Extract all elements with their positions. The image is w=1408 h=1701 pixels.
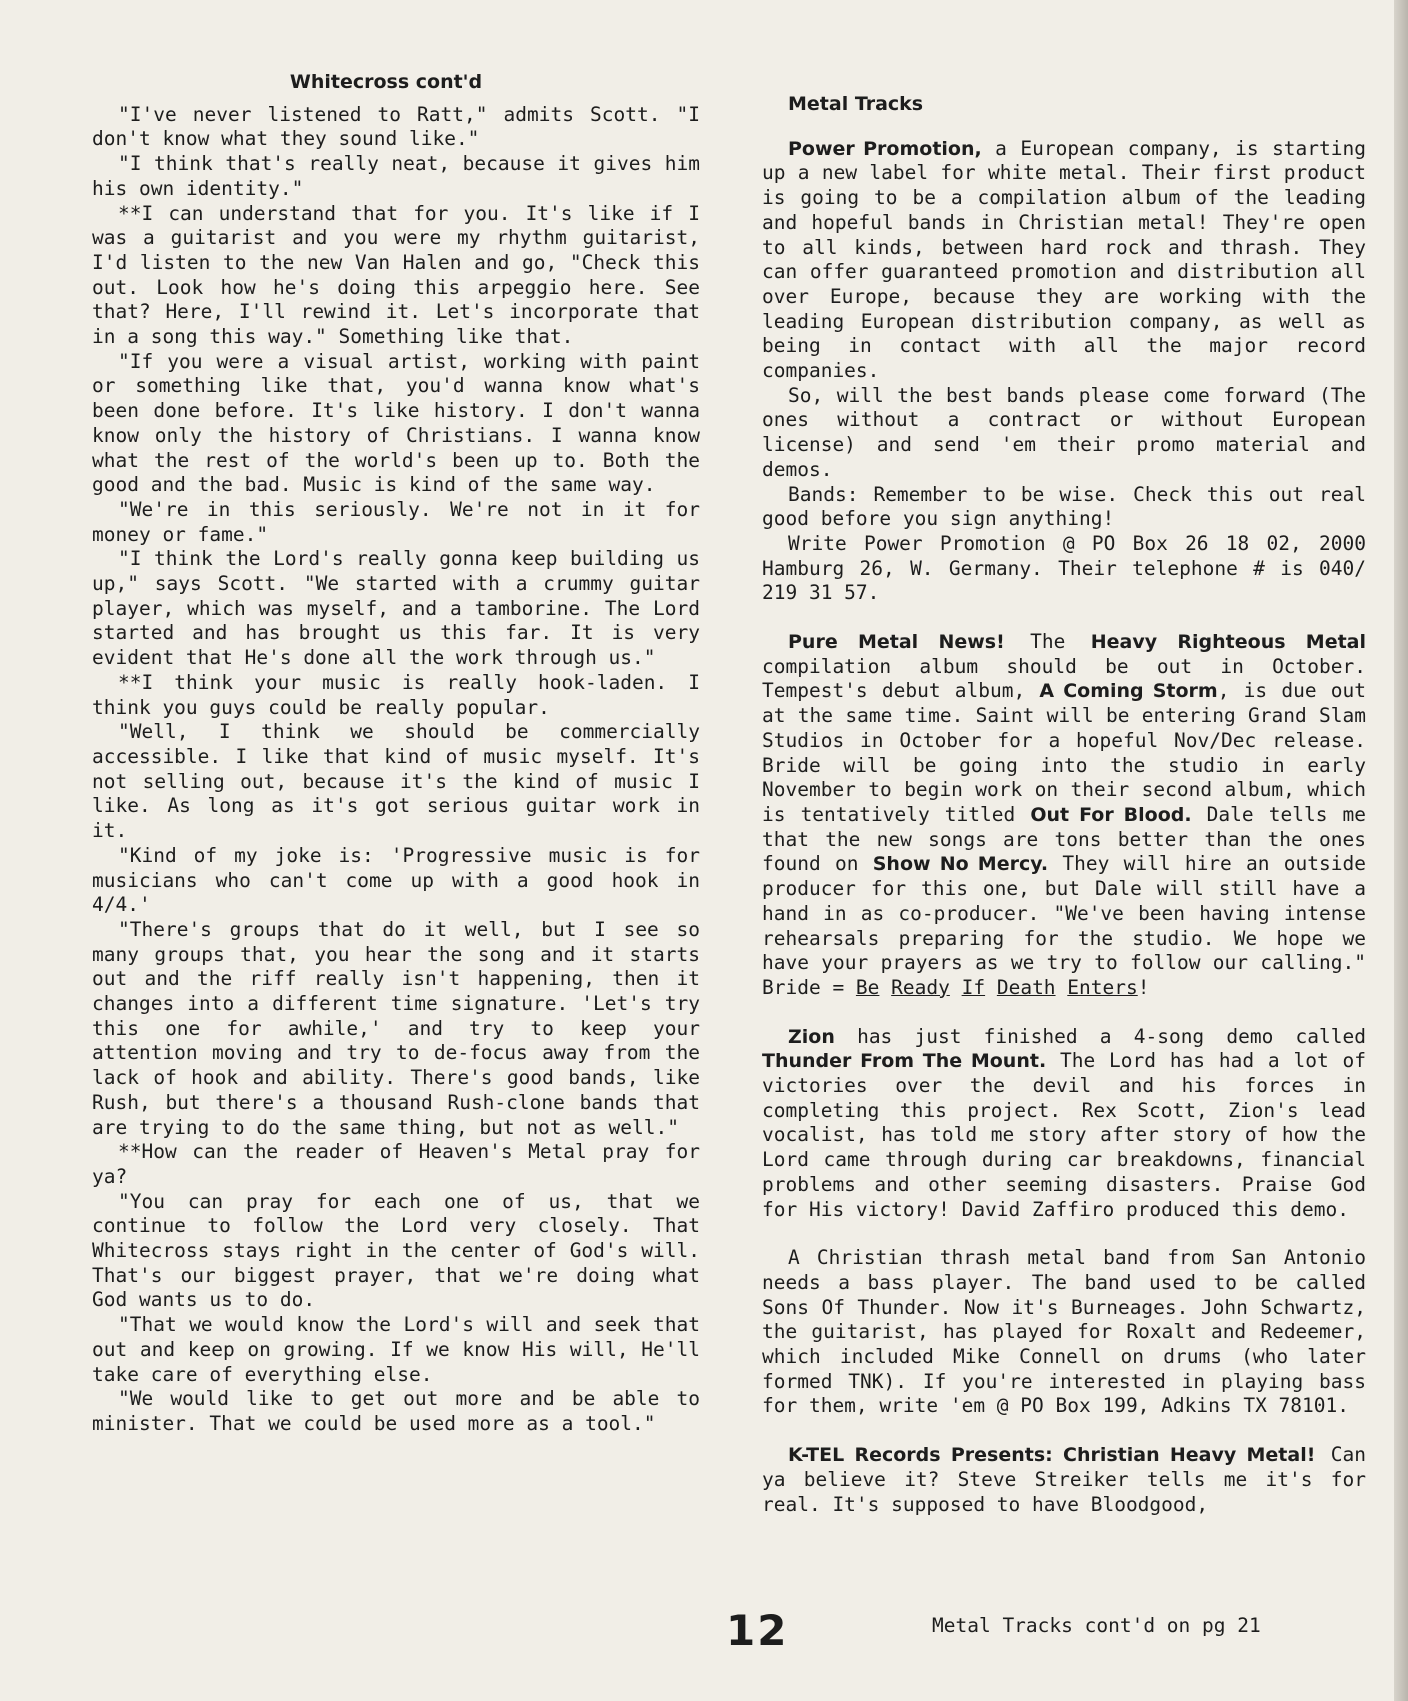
news-text: has just finished a 4-song demo called <box>834 1024 1366 1048</box>
news-paragraph: So, will the best bands please come forward (The ones without a contract or without European license) and send 'em their promo material and demos. <box>762 383 1366 481</box>
news-paragraph: A Christian thrash metal band from San Antonio needs a bass player. The band used to be called Sons Of Thunder. Now it's Burneages. John Schwartz, the guitarist, has played for Roxalt and Redeemer, which included Mike Connell on drums (who later formed TNK). If you're interested in playing bass for them, write 'em @ PO Box 199, Adkins TX 78101. <box>762 1246 1366 1418</box>
metal-tracks-heading: Metal Tracks <box>788 93 924 115</box>
band-name: Zion <box>788 1025 835 1048</box>
news-text: They will hire an outside producer for this one, but Dale will still have a hand in as co-producer. "We've been having intense rehearsals preparing for the studio. We hope we have your prayers as we try to follow our calling." Bride = <box>762 852 1366 999</box>
album-title: Out For Blood. <box>1030 803 1192 826</box>
news-text: Can ya believe it? Steve Streiker tells me it's for real. It's supposed to have Bloodgood, <box>762 1443 1366 1516</box>
acronym-word: If <box>961 975 986 999</box>
article-paragraph: "If you were a visual artist, working with paint or something like that, you'd wanna know what's been done before. It's like history. I don't wanna know only the history of Christians. I wanna know what the rest of the world's been up to. Both the good and the bad. Music is kind of the same way. <box>92 349 700 497</box>
article-paragraph: "Well, I think we should be commercially accessible. I like that kind of music myself. It's not selling out, because it's the kind of music I like. As long as it's got serious guitar work in it. <box>92 720 700 843</box>
article-paragraph: **I can understand that for you. It's like if I was a guitarist and you were my rhythm guitarist, I'd listen to the new Van Halen and go, "Check this out. Look how he's doing this arpeggio here. See that? Here, I'll rewind it. Let's incorporate that in a song this way." Something like that. <box>92 201 700 349</box>
article-paragraph: **I think your music is really hook-laden. I think you guys could be really popular. <box>92 670 700 719</box>
page-edge <box>1394 0 1408 1701</box>
article-paragraph: "We would like to get out more and be able to minister. That we could be used more as a tool." <box>92 1387 700 1435</box>
news-text: compilation album should be out in October. Tempest's debut album, <box>762 654 1366 703</box>
article-paragraph: "There's groups that do it well, but I see so many groups that, you hear the song and it starts out and the riff really isn't happening, then it changes into a different time signature. 'Let's try this one for awhile,' and try to keep your attention moving and try to de-focus away from the lack of hook and ability. There's good bands, like Rush, but there's a thousand Rush-clone bands that are trying to do the same thing, but not as well." <box>92 917 700 1139</box>
zion-item <box>762 1025 1366 1223</box>
news-bold: Pure Metal News! <box>788 631 1005 654</box>
article-paragraph: "I've never listened to Ratt," admits Scott. "I don't know what they sound like." <box>92 102 700 151</box>
news-text: ! <box>1137 975 1150 999</box>
news-paragraph <box>762 137 1366 384</box>
continued-note: Metal Tracks cont'd on pg 21 <box>932 1614 1261 1637</box>
whitecross-heading: Whitecross cont'd <box>289 71 483 93</box>
article-paragraph: "You can pray for each one of us, that we continue to follow the Lord very closely. That Whitecross stays right in the center of God's will. That's our biggest prayer, that we're doing what God wants us to do. <box>92 1189 700 1312</box>
article-paragraph: "Kind of my joke is: 'Progressive music is for musicians who can't come up with a good hook in 4/4.' <box>92 843 700 917</box>
ktel-item <box>762 1443 1366 1517</box>
news-paragraph <box>762 1025 1366 1223</box>
left-column <box>92 70 700 1437</box>
acronym-word: Ready <box>891 975 950 999</box>
article-paragraph: "That we would know the Lord's will and seek that out and keep on growing. If we know His will, He'll take care of everything else. <box>92 1313 700 1386</box>
album-title: A Coming Storm <box>1039 680 1218 703</box>
whitecross-article <box>92 103 700 1437</box>
news-text: The <box>1004 630 1091 654</box>
ktel-headline: K-TEL Records Presents: Christian Heavy Metal! <box>788 1444 1316 1467</box>
right-column <box>762 70 1366 1517</box>
album-title: Heavy Righteous Metal <box>1090 631 1367 654</box>
news-text: a European company, is starting up a new label for white metal. Their first product is going to be a compilation album of the leading and hopeful bands in Christian metal! They're open to all kinds, between hard rock and thrash. They can offer guaranteed promotion and distribution all over Europe, because they are working with the leading European distribution company, as well as being in contact with all the major record companies. <box>762 136 1366 383</box>
news-text <box>1056 976 1068 999</box>
bass-player-wanted-item <box>762 1246 1366 1419</box>
news-paragraph <box>762 630 1366 1001</box>
news-paragraph: Write Power Promotion @ PO Box 26 18 02, 2000 Hamburg 26, W. Germany. Their telephone # is 040/ 219 31 57. <box>762 531 1366 605</box>
album-title: Thunder From The Mount. <box>762 1050 1047 1073</box>
power-promotion-name: Power Promotion, <box>788 137 982 160</box>
news-text: Dale tells me that the new songs are tons better than the ones found on <box>762 802 1367 876</box>
power-promotion-item <box>762 137 1366 606</box>
news-text: The Lord has had a lot of victories over the devil and his forces in completing this project. Rex Scott, Zion's lead vocalist, has told me story after story of how the Lord came through during car breakdowns, financial problems and other seeming disasters. Praise God for His victory! David Zaffiro produced this demo. <box>762 1049 1366 1221</box>
article-paragraph: **How can the reader of Heaven's Metal pray for ya? <box>92 1140 700 1188</box>
acronym-word: Enters <box>1067 975 1138 999</box>
acronym-word: Death <box>996 975 1056 999</box>
article-paragraph: "I think that's really neat, because it gives him his own identity." <box>92 152 700 200</box>
pure-metal-news-item <box>762 630 1366 1001</box>
news-text <box>879 976 891 999</box>
article-paragraph: "We're in this seriously. We're not in it for money or fame." <box>92 497 700 546</box>
news-paragraph <box>762 1443 1366 1517</box>
acronym-word: Be <box>855 975 880 999</box>
news-paragraph: Bands: Remember to be wise. Check this out real good before you sign anything! <box>762 482 1366 531</box>
news-text <box>985 976 997 999</box>
page-number: 12 <box>726 1606 789 1655</box>
album-title: Show No Mercy. <box>872 853 1049 876</box>
news-text: , is due out at the same time. Saint will be entering Grand Slam Studios in October for a hopeful Nov/Dec release. Bride will be going into the studio in early November to begin work on their second album, which is tentatively titled <box>762 679 1366 826</box>
article-paragraph: "I think the Lord's really gonna keep building us up," says Scott. "We started with a crummy guitar player, which was myself, and a tamborine. The Lord started and has brought us this far. It is very evident that He's done all the work through us." <box>92 547 700 670</box>
news-text <box>950 976 962 999</box>
